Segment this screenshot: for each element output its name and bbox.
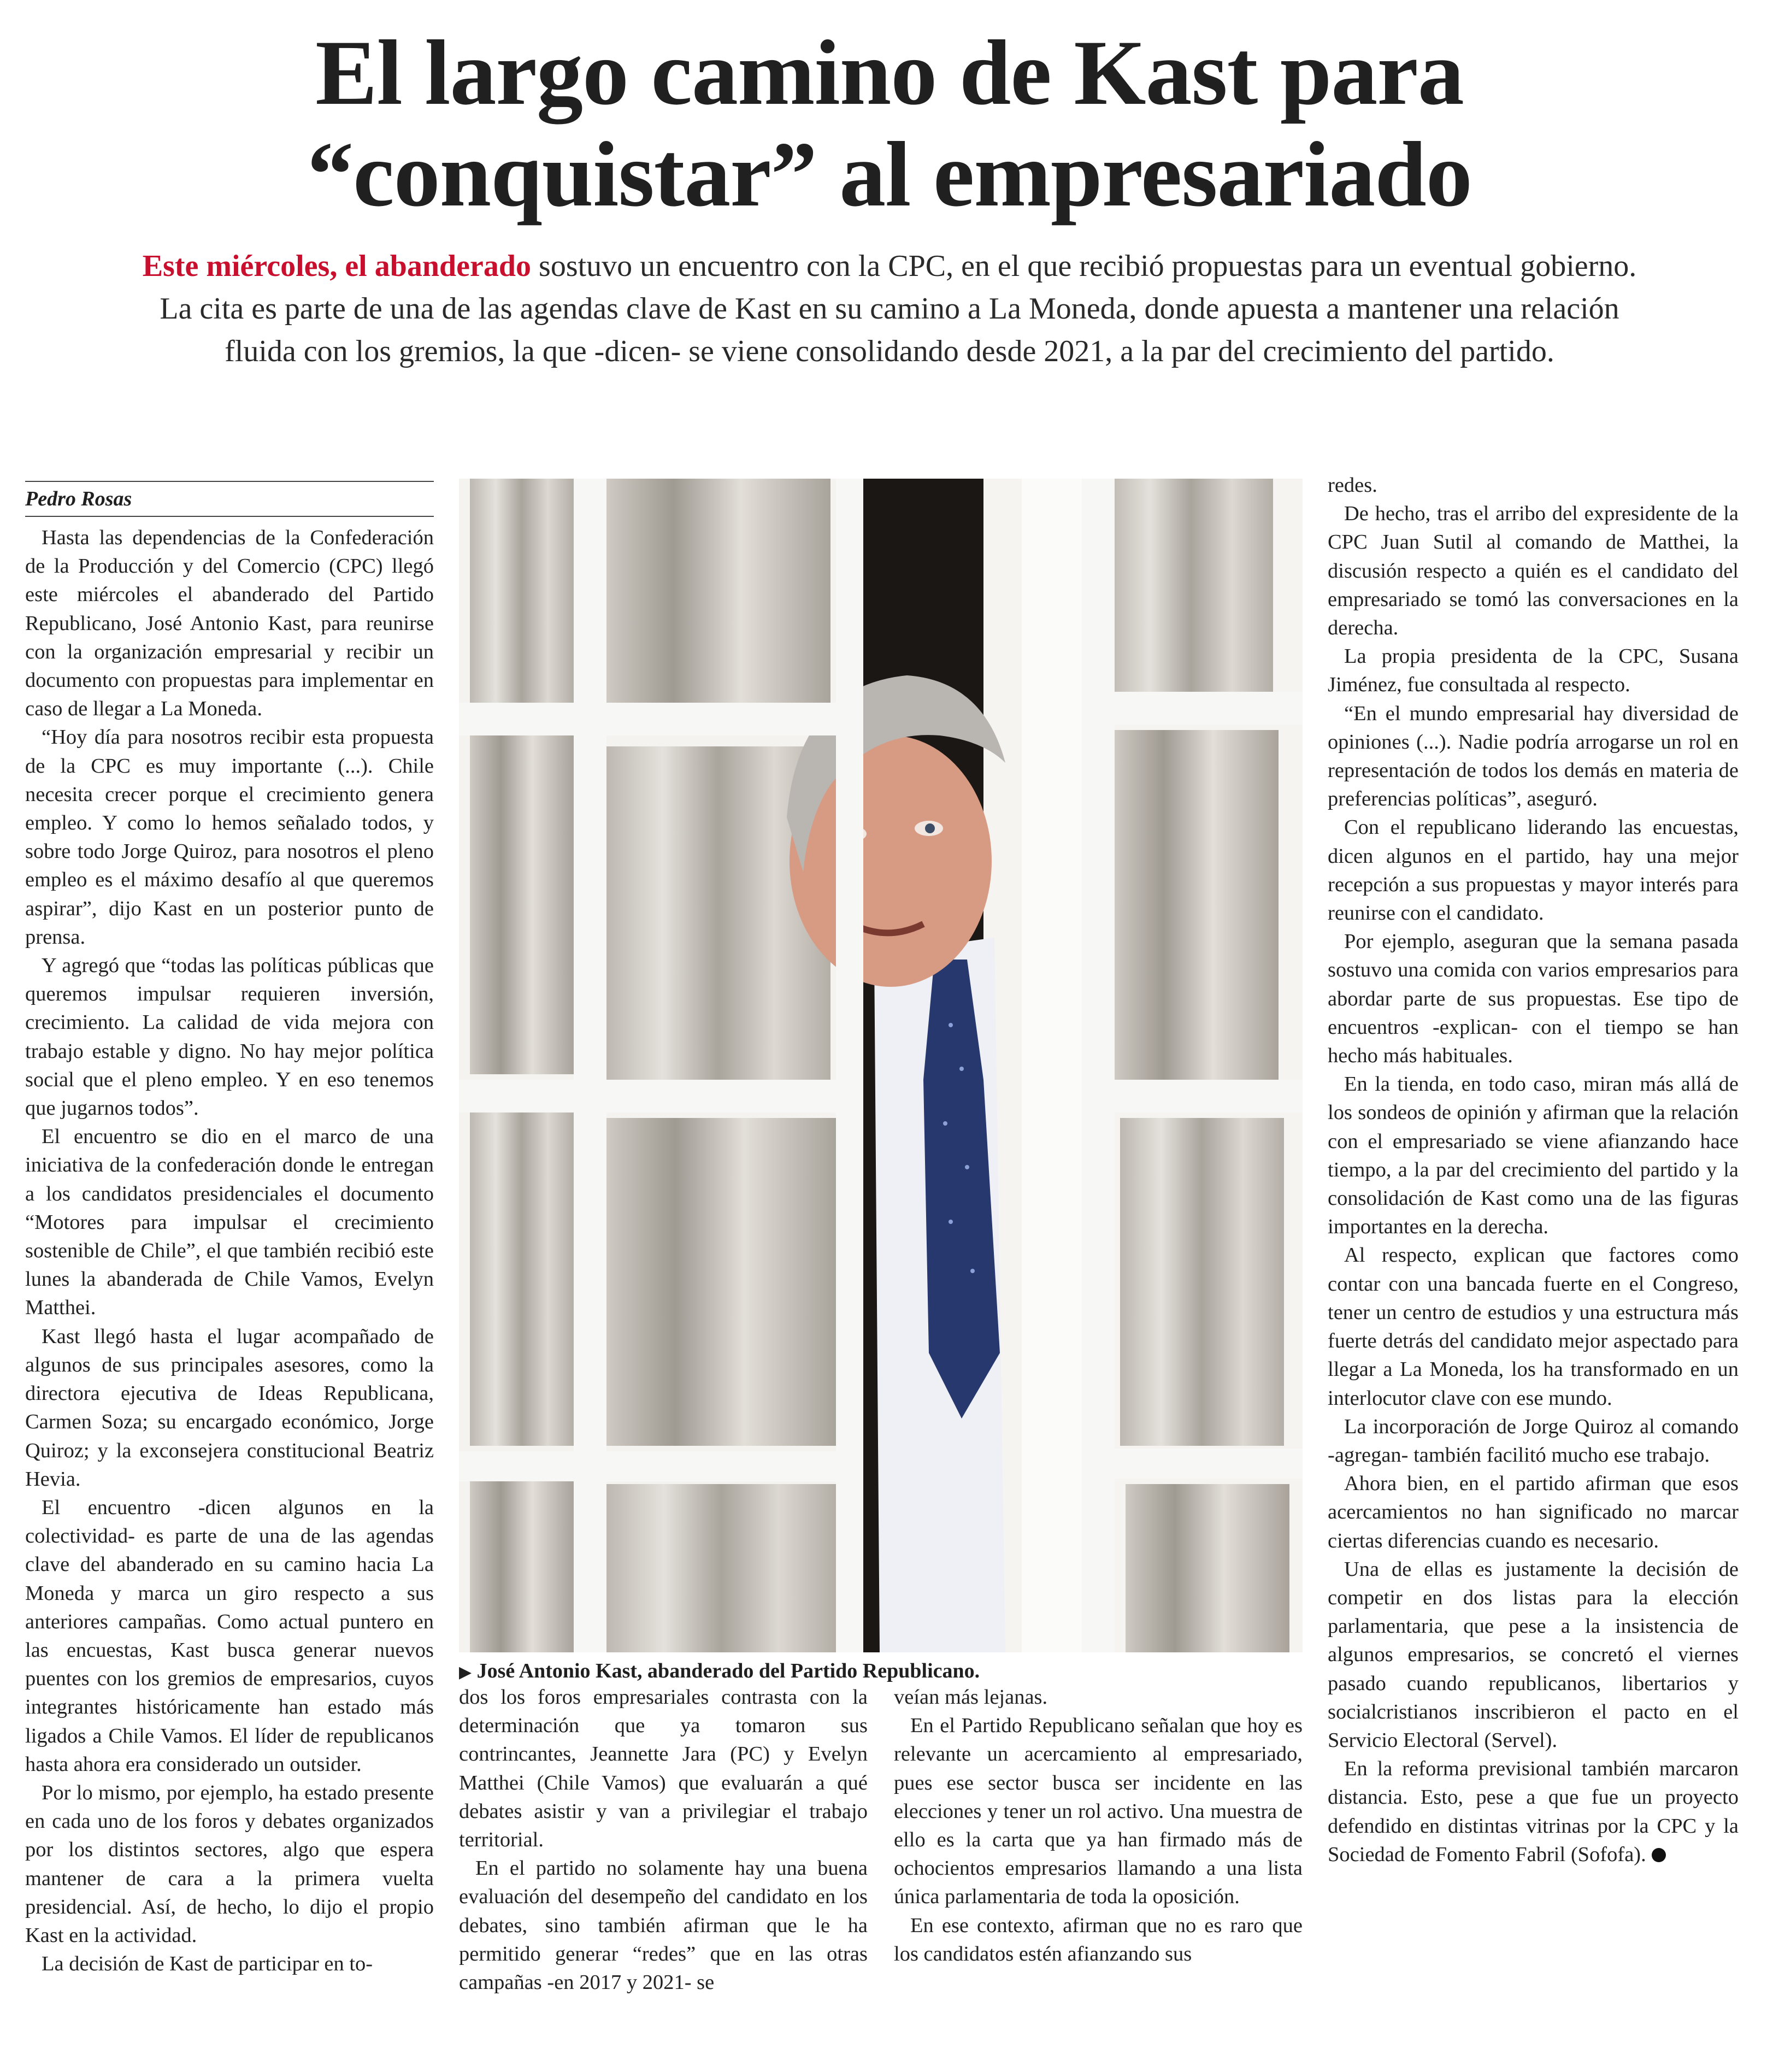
col1-paragraph: Por lo mismo, por ejemplo, ha estado presente en cada uno de los foros y debates organizados por los distintos sectores, algo que espera mantener de cara a la primera vuelta presidencial. Así, de hecho, lo dijo el propio Kast en la actividad. <box>25 1781 434 1947</box>
lead-paragraph <box>33 245 1746 373</box>
col1-paragraph: “Hoy día para nosotros recibir esta propuesta de la CPC es muy importante (...). Chile necesita crecer porque el crecimiento genera empleo. Y como lo hemos señalado todos, y sobre todo Jorge Quiroz, para nosotros el pleno empleo es el máximo desafío al que queremos aspirar”, dijo Kast en un posterior punto de prensa. <box>25 726 434 949</box>
col4-paragraph <box>1328 1755 1739 1869</box>
col4-paragraph: Con el republicano liderando las encuestas, dicen algunos en el partido, hay una mejor recepción a sus propuestas y mayor interés para reunirse con el candidato. <box>1328 816 1739 925</box>
col1-paragraph: El encuentro se dio en el marco de una iniciativa de la confederación donde le entregan a los candidatos presidenciales el documento “Motores para impulsar el crecimiento sostenible de Chile”, el que también recibió este lunes la abanderada de Chile Vamos, Evelyn Matthei. <box>25 1125 434 1320</box>
byline-rule-top <box>25 481 434 482</box>
headline-line-1: El largo camino de Kast para <box>315 21 1464 124</box>
col4-paragraph: Una de ellas es justamente la decisión de competir en dos listas para la elección parlamentaria, que pese a la insistencia de algunos empresarios, se concretó el viernes pasado cuando republicanos, libertarios y socialcristianos inscribieron el pacto en el Servicio Electoral (Servel). <box>1328 1557 1739 1752</box>
col1-paragraph: Hasta las dependencias de la Confederación de la Producción y del Comercio (CPC) llegó este miércoles el abanderado del Partido Republicano, José Antonio Kast, para reunirse con la organización empresarial y recibir un documento con propuestas para implementar en caso de llegar a La Moneda. <box>25 526 434 721</box>
caption-arrow-icon: ▶ <box>459 1663 472 1681</box>
col3-paragraph: En el Partido Republicano señalan que hoy es relevante un acercamiento al empresariado, pues ese sector busca ser incidente en las elecciones y tener un rol activo. Una muestra de ello es la carta que ya han firmado más de ochocientos empresarios llamando a una lista única parlamentaria de toda la oposición. <box>894 1714 1303 1909</box>
lead-line-1-rest: sostuvo un encuentro con la CPC, en el que recibió propuestas para un eventual gobierno. <box>531 249 1637 283</box>
article-column-4 <box>1328 471 1739 1869</box>
lead-line-3: fluida con los gremios, la que -dicen- se viene consolidando desde 2021, a la par del crecimiento del partido. <box>225 334 1554 368</box>
article-column-1 <box>25 523 434 1978</box>
col4-last-paragraph-text: En la reforma previsional también marcaron distancia. Esto, pese a que fue un proyecto defendido en distintas vitrinas por la CPC y la Sociedad de Fomento Fabril (Sofofa). <box>1328 1757 1739 1866</box>
lead-line-1 <box>33 245 1746 287</box>
col2-paragraph: En el partido no solamente hay una buena evaluación del desempeño del candidato en los debates, sino también afirman que le ha permitido generar “redes” que en las otras campañas -en 2017 y 2021- se <box>459 1857 868 1994</box>
photo-caption-text: José Antonio Kast, abanderado del Partido Republicano. <box>476 1659 980 1682</box>
byline-rule-bottom <box>25 516 434 517</box>
col1-paragraph: El encuentro -dicen algunos en la colectividad- es parte de una de las agendas clave del abanderado en su camino hacia La Moneda y marca un giro respecto a sus anteriores campañas. Como actual puntero en las encuestas, Kast busca generar nuevos puentes con los gremios de empresarios, cuyos integrantes históricamente han estado más ligados a Chile Vamos. El líder de republicanos hasta ahora era considerado un outsider. <box>25 1496 434 1776</box>
col4-paragraph: “En el mundo empresarial hay diversidad de opiniones (...). Nadie podría arrogarse un rol en representación de todos los demás en materia de preferencias políticas”, aseguró. <box>1328 702 1739 811</box>
col1-paragraph: La decisión de Kast de participar en to- <box>42 1952 373 1976</box>
col1-paragraph: Kast llegó hasta el lugar acompañado de algunos de sus principales asesores, como la directora ejecutiva de Ideas Republicana, Carmen Soza; su encargado económico, Jorge Quiroz; y la exconsejera constitucional Beatriz Hevia. <box>25 1325 434 1491</box>
headline <box>0 22 1779 225</box>
col1-paragraph: Y agregó que “todas las políticas públicas que queremos impulsar requieren inversión, crecimiento. La calidad de vida mejora con trabajo estable y digno. No hay mejor política social que el pleno empleo. Y en eso tenemos que jugarnos todos”. <box>25 954 434 1120</box>
col4-paragraph: Al respecto, explican que factores como contar con una bancada fuerte en el Congreso, tener un centro de estudios y una estructura más fuerte detrás del candidato mejor aspectado para llegar a La Moneda, los ha transformado en un interlocutor clave con ese mundo. <box>1328 1244 1739 1410</box>
article-photo <box>459 479 1303 1652</box>
col3-paragraph: veían más lejanas. <box>894 1686 1048 1709</box>
photo-caption <box>459 1658 1303 1686</box>
col4-paragraph: Ahora bien, en el partido afirman que esos acercamientos no han significado no marcar ciertas diferencias cuando es necesario. <box>1328 1472 1739 1552</box>
end-of-article-icon <box>1652 1848 1666 1862</box>
headline-line-2: “conquistar” al empresariado <box>307 123 1472 226</box>
col4-paragraph: Por ejemplo, aseguran que la semana pasada sostuvo una comida con varios empresarios para abordar parte de sus propuestas. Ese tipo de encuentros -explican- con el tiempo se han hecho más habituales. <box>1328 930 1739 1068</box>
col4-paragraph: En la tienda, en todo caso, miran más allá de los sondeos de opinión y afirman que la relación con el empresariado se viene afianzando hace tiempo, a la par del crecimiento del partido y la consolidación de Kast como una de las figuras importantes en la derecha. <box>1328 1073 1739 1239</box>
col3-paragraph: En ese contexto, afirman que no es raro que los candidatos estén afianzando sus <box>894 1914 1303 1965</box>
article-column-2 <box>459 1683 868 1997</box>
col4-paragraph: La propia presidenta de la CPC, Susana Jiménez, fue consultada al respecto. <box>1328 645 1739 697</box>
lead-line-2: La cita es parte de una de las agendas clave de Kast en su camino a La Moneda, donde apuesta a mantener una relación <box>160 292 1619 326</box>
col4-paragraph: redes. <box>1328 474 1377 497</box>
col4-paragraph: La incorporación de Jorge Quiroz al comando -agregan- también facilitó mucho ese trabajo. <box>1328 1415 1739 1467</box>
byline: Pedro Rosas <box>25 487 132 510</box>
col4-paragraph: De hecho, tras el arribo del expresidente de la CPC Juan Sutil al comando de Matthei, la discusión respecto a quién es el candidato del empresariado se tomó las conversaciones en la derecha. <box>1328 502 1739 640</box>
col2-paragraph: dos los foros empresariales contrasta con la determinación que ya tomaron sus contrincantes, Jeannette Jara (PC) y Evelyn Matthei (Chile Vamos) que evaluarán a qué debates asistir y van a privilegiar el trabajo territorial. <box>459 1686 868 1852</box>
article-column-3 <box>894 1683 1303 1968</box>
lead-kicker: Este miércoles, el abanderado <box>142 249 532 283</box>
